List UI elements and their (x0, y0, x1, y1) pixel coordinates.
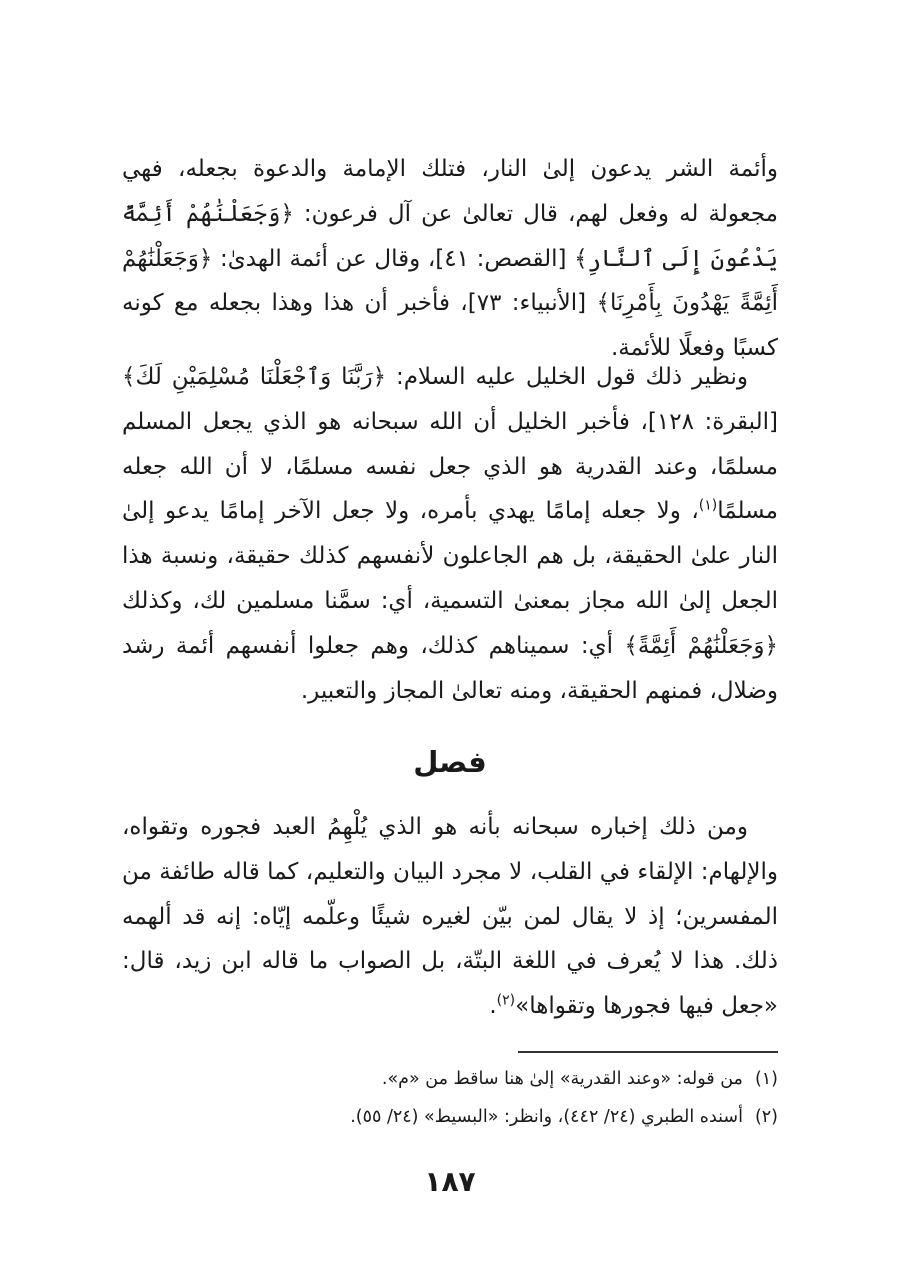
footnote-1-number: (١) (754, 1069, 778, 1089)
quran-verse-baqara-128: ﴿رَبَّنَا وَٱجْعَلْنَا مُسْلِمَيْنِ لَكَ﴾ (122, 364, 387, 390)
paragraph-2 (122, 355, 778, 713)
footnote-1-text: من قوله: «وعند القدرية» إلىٰ هنا ساقط من «م». (381, 1069, 743, 1089)
quran-verse-aimma: ﴿وَجَعَلْنَٰهُمْ أَئِمَّةً﴾ (624, 632, 778, 659)
paragraph-1-text-a: وأئمة الشر يدعون إلىٰ النار، فتلك الإمامة والدعوة بجعله، فهي مجعولة له وفعل لهم، قال تعالىٰ عن آل فرعون: (122, 156, 778, 227)
footnote-2-number: (٢) (754, 1107, 778, 1127)
paragraph-1 (122, 147, 778, 371)
footnote-ref-2[interactable]: (٢) (496, 992, 516, 1009)
paragraph-2-text-a: ونظير ذلك قول الخليل عليه السلام: (386, 364, 748, 390)
footnote-2-text: أسنده الطبري (٢٤/ ٤٤٢)، وانظر: «البسيط» (٢٤/ ٥٥). (350, 1107, 743, 1127)
footnote-2 (122, 1098, 778, 1136)
paragraph-3 (122, 805, 778, 1029)
footnote-1 (122, 1060, 778, 1098)
footnotes (122, 1060, 778, 1136)
paragraph-1-text-c: [الأنبياء: ٧٣]، فأخبر أن هذا وهذا بجعله مع كونه كسبًا وفعلًا للأئمة. (122, 290, 778, 362)
footnote-divider (518, 1051, 778, 1053)
paragraph-1-text-b: [القصص: ٤١]، وقال عن أئمة الهدىٰ: (212, 245, 575, 272)
quran-verse-anbiya-73: ﴿وَجَعَلْنَٰهُمْ أَئِمَّةً يَهْدُونَ بِأَمْرِنَا﴾ (122, 245, 778, 317)
section-heading: فصل (413, 745, 487, 779)
paragraph-3-end: . (489, 993, 497, 1020)
page-number: ١٨٧ (424, 1165, 476, 1198)
footnote-ref-1[interactable]: (١) (698, 497, 718, 514)
paragraph-3-text: ومن ذلك إخباره سبحانه بأنه هو الذي يُلْهِمُ العبد فجوره وتقواه، والإلهام: الإلقاء في القلب، لا مجرد البيان والتعليم، كما قاله طائفة من المفسرين؛ إذ لا يقال لمن بيّن لغيره شيئًا وعلّمه إيّاه: إنه قد ألهمه ذلك. هذا لا يُعرف في اللغة البتّة، بل الصواب ما قاله ابن زيد، قال: «جعل فيها فجورها وتقواها» (122, 814, 778, 1020)
quran-verse-qasas-41: ﴿وَجَعَلْنَٰهُمْ أَئِمَّةً يَدْعُونَ إِلَى ٱلنَّارِ﴾ (122, 200, 779, 272)
paragraph-2-text-d: أي: سميناهم كذلك، وهم جعلوا أنفسهم أئمة رشد وضلال، فمنهم الحقيقة، ومنه تعالىٰ المجاز والتعبير. (122, 632, 778, 704)
paragraph-2-text-b: [البقرة: ١٢٨]، فأخبر الخليل أن الله سبحانه هو الذي يجعل المسلم مسلمًا، وعند القدرية هو الذي جعل نفسه مسلمًا، لا أن الله جعله مسلمًا (122, 408, 778, 525)
paragraph-2-text-c: ، ولا جعله إمامًا يهدي بأمره، ولا جعل الآخر إمامًا يدعو إلىٰ النار علىٰ الحقيقة، بل هم الجاعلون لأنفسهم كذلك حقيقة، ونسبة هذا الجعل إلىٰ الله مجاز بمعنىٰ التسمية، أي: سمَّنا مسلمين لك، وكذلك (122, 498, 778, 614)
